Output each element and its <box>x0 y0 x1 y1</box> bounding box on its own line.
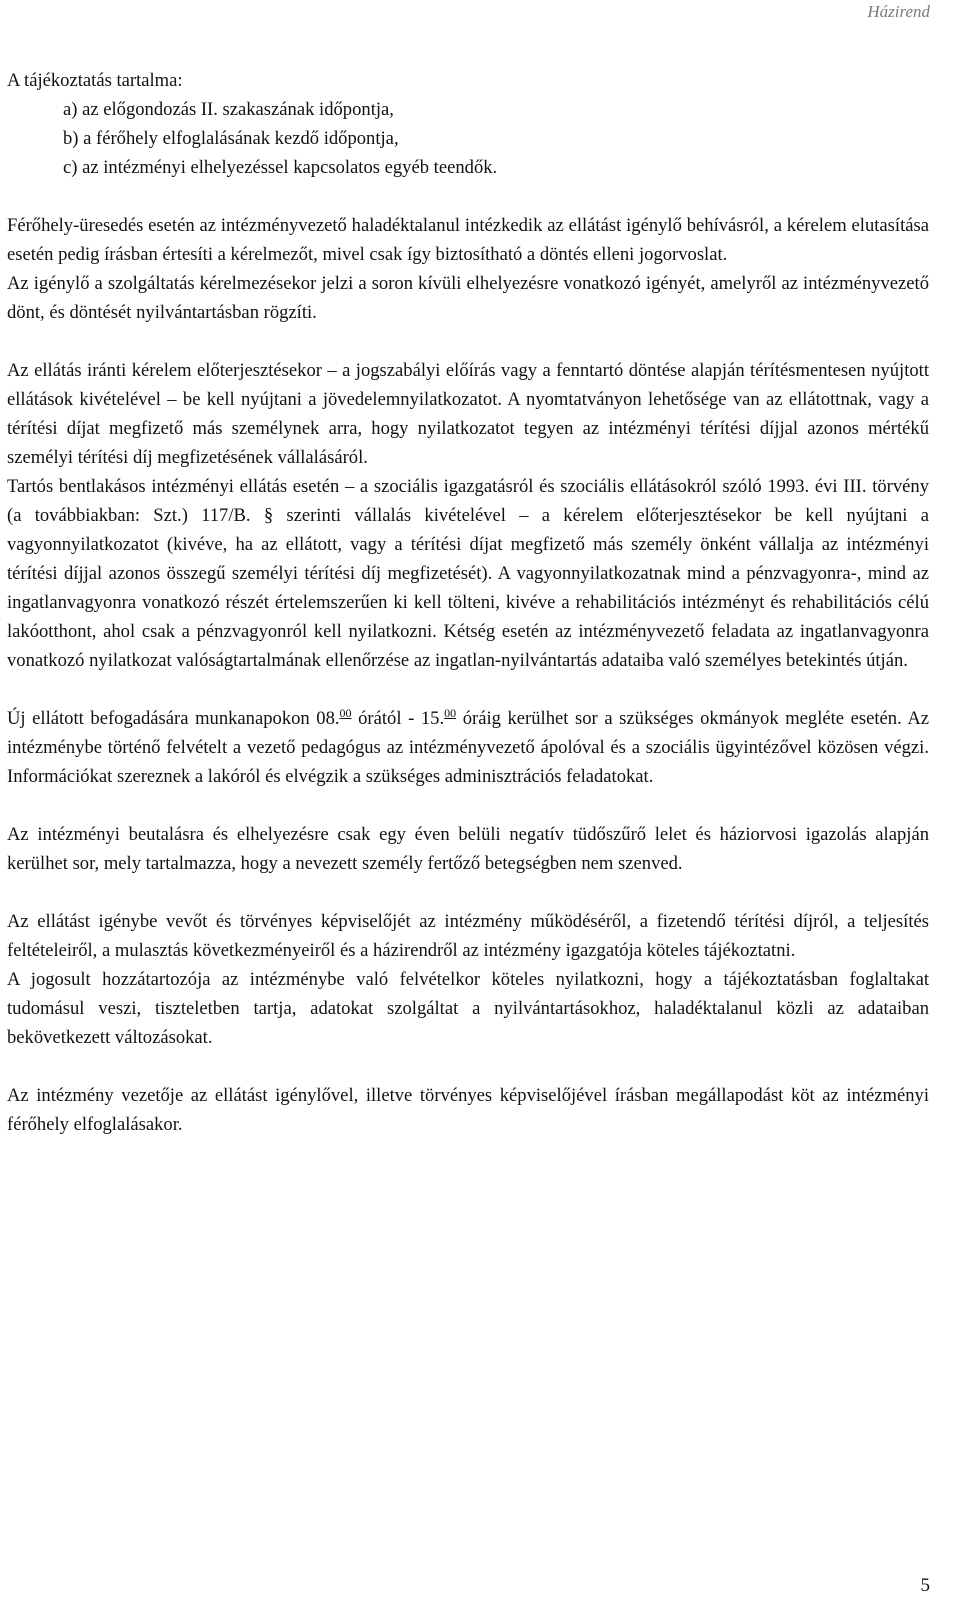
info-block <box>7 66 929 182</box>
admission-text-2: órától - 15. <box>351 708 445 729</box>
paragraph-medical-screening: Az intézményi beutalásra és elhelyezésre csak egy éven belüli negatív tüdőszűrő lelet és háziorvosi igazolás alapján kerülhet sor, mely tartalmazza, hogy a nevezett személy fertőző betegségben nem szenved. <box>7 824 929 874</box>
running-header: Házirend <box>867 2 930 21</box>
document-body <box>7 66 929 1139</box>
info-item-a: a) az előgondozás II. szakaszának időpontja, <box>63 99 394 120</box>
paragraph-admission-hours <box>7 704 929 791</box>
admission-text-1: Új ellátott befogadására munkanapokon 08. <box>7 708 340 729</box>
admission-minutes-end: 00 <box>444 706 457 720</box>
info-item-b: b) a férőhely elfoglalásának kezdő időpontja, <box>63 128 399 149</box>
paragraph-income-declaration: Az ellátás iránti kérelem előterjesztésekor – a jogszabályi előírás vagy a fenntartó döntése alapján térítésmentesen nyújtott ellátások kivételével – be kell nyújtani a jövedelemnyilatkozatot. A nyomtatványon lehetősége van az ellátottnak, vagy a térítési díjat megfizető más személynek arra, hogy nyilatkozatot tegyen az intézményi térítési díjjal azonos mértékű személyi térítési díj megfizetésének vállalásáról. <box>7 360 929 468</box>
admission-text-3: óráig kerülhet sor a szükséges okmányok megléte esetén. Az intézménybe történő felvételt a vezető pedagógus az intézményvezető ápolóval és a szociális ügyintézővel közösen végzi. Információkat szereznek a lakóról és elvégzik a szükséges adminisztrációs feladatokat. <box>7 708 929 787</box>
paragraph-relative-declaration: A jogosult hozzátartozója az intézménybe való felvételkor köteles nyilatkozni, hogy a tájékoztatásban foglaltakat tudomásul veszi, tiszteletben tartja, adatokat szolgáltat a nyilvántartásokhoz, haladéktalanul közli az adataiban bekövetkezett változásokat. <box>7 969 929 1048</box>
paragraph-agreement: Az intézmény vezetője az ellátást igénylővel, illetve törvényes képviselőjével írásban megállapodást köt az intézményi férőhely elfoglalásakor. <box>7 1085 929 1135</box>
admission-minutes-start: 00 <box>339 706 352 720</box>
paragraph-information-duty: Az ellátást igénybe vevőt és törvényes képviselőjét az intézmény működéséről, a fizetendő térítési díjról, a teljesítés feltételeiről, a mulasztás következményeiről és a házirendről az intézmény igazgatója köteles tájékoztatni. <box>7 911 929 961</box>
page-number: 5 <box>920 1575 930 1596</box>
info-item-c: c) az intézményi elhelyezéssel kapcsolatos egyéb teendők. <box>63 157 498 178</box>
paragraph-vacancy: Férőhely-üresedés esetén az intézményvezető haladéktalanul intézkedik az ellátást igénylő behívásról, a kérelem elutasítása esetén pedig írásban értesíti a kérelmezőt, mivel csak így biztosítható a döntés elleni jogorvoslat. <box>7 215 929 265</box>
paragraph-asset-declaration: Tartós bentlakásos intézményi ellátás esetén – a szociális igazgatásról és szociális ellátásokról szóló 1993. évi III. törvény (a továbbiakban: Szt.) 117/B. § szerinti vállalás kivételével – a kérelem előterjesztésekor be kell nyújtani a vagyonnyilatkozatot (kivéve, ha az ellátott, vagy a térítési díjat megfizető más személy önként vállalja az intézményi térítési díjjal azonos összegű személyi térítési díj megfizetését). A vagyonnyilatkozatnak mind a pénzvagyonra-, mind az ingatlanvagyonra vonatkozó részét értelemszerűen ki kell tölteni, kivéve a rehabilitációs intézményt és rehabilitációs célú lakóotthont, ahol csak a pénzvagyonról kell nyilatkozni. Kétség esetén az intézményvezető feladata az ingatlanvagyonra vonatkozó nyilatkozat valóságtartalmának ellenőrzése az ingatlan-nyilvántartás adataiba való személyes betekintés útján. <box>7 476 929 671</box>
paragraph-priority-placement: Az igénylő a szolgáltatás kérelmezésekor jelzi a soron kívüli elhelyezésre vonatkozó igényét, amelyről az intézményvezető dönt, és döntését nyilvántartásban rögzíti. <box>7 273 929 323</box>
info-intro: A tájékoztatás tartalma: <box>7 70 183 91</box>
